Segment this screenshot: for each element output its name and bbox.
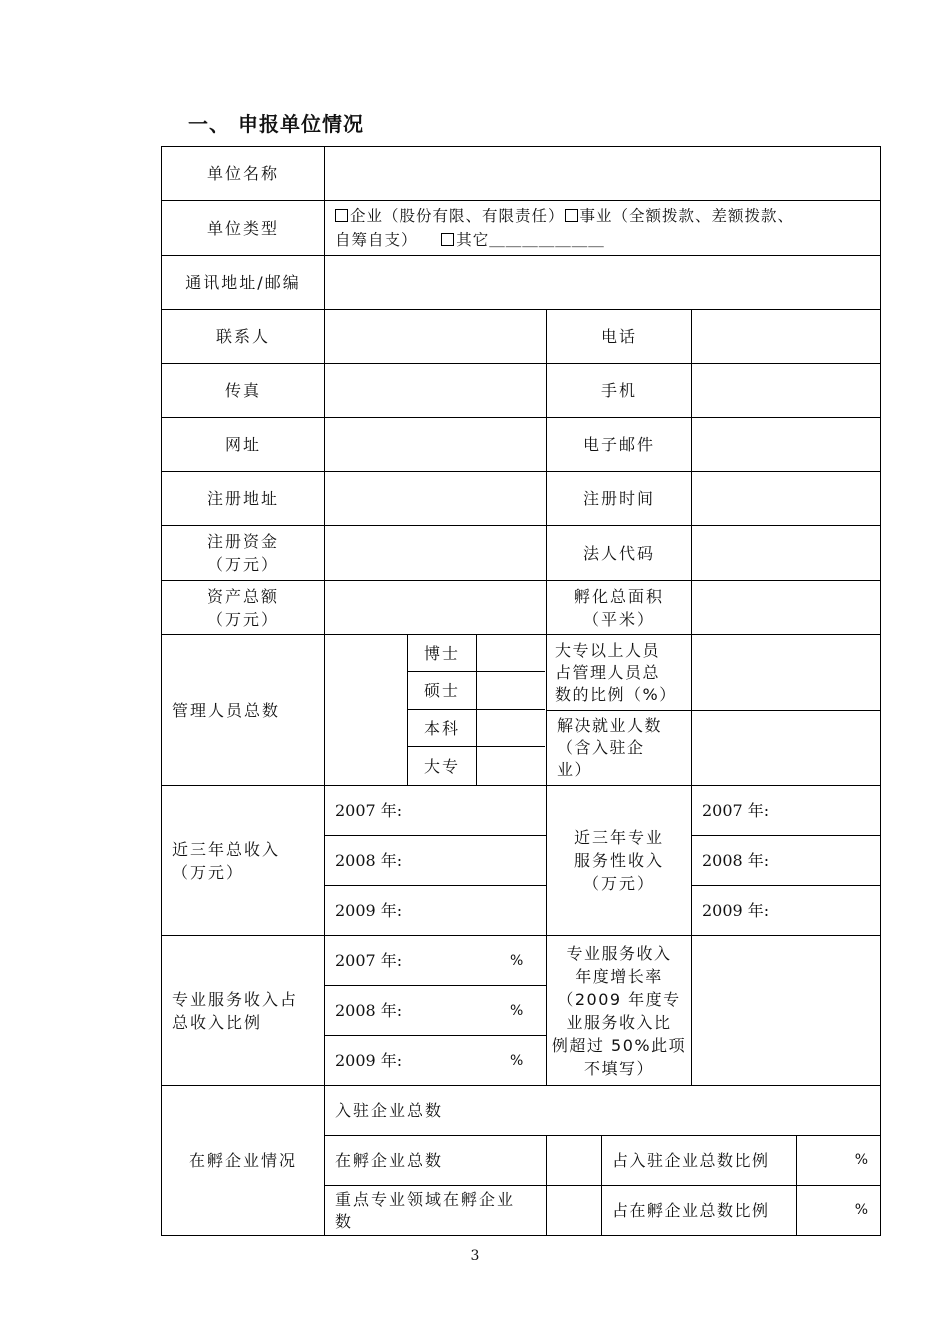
employment-line1: 解决就业人数: [557, 716, 663, 735]
label-pro-income: [547, 786, 691, 935]
label-contact: 联系人: [215, 327, 270, 346]
income-3yr-line1: 近三年总收入: [172, 839, 281, 859]
incubation-area-line2: （平米）: [582, 609, 655, 629]
incubation-area-line1: 孵化总面积: [573, 586, 664, 606]
label-college: 大专: [423, 756, 460, 776]
input-address[interactable]: [325, 256, 880, 309]
income-3yr-line2: （万元）: [172, 862, 245, 882]
input-assets[interactable]: [325, 581, 546, 634]
income-2009[interactable]: 2009 年:: [335, 901, 403, 920]
college-ratio-line2: 占管理人员总: [555, 662, 661, 682]
input-growth-rate[interactable]: [692, 936, 880, 1085]
label-address: 通讯地址/邮编: [185, 273, 301, 292]
pro-ratio-2009[interactable]: 2009 年:: [335, 1051, 403, 1070]
input-incubating-total[interactable]: [547, 1136, 601, 1185]
reg-capital-line2: （万元）: [206, 555, 279, 574]
assets-line1: 资产总额: [206, 586, 279, 606]
growth-line1: 专业服务收入: [566, 943, 672, 963]
reg-capital-line1: 注册资金: [206, 532, 279, 551]
percent-2008: %: [510, 1003, 524, 1019]
income-2007[interactable]: 2007 年:: [335, 801, 403, 820]
label-mgmt-total: 管理人员总数: [172, 700, 281, 720]
input-mgmt-total[interactable]: [325, 635, 407, 785]
input-legal-code[interactable]: [692, 526, 880, 580]
label-growth-rate: [547, 936, 691, 1085]
label-unit-name: 单位名称: [206, 164, 279, 183]
option-institution: 事业（全额拨款、差额拨款、: [579, 207, 795, 225]
label-phone: 电话: [600, 327, 637, 346]
input-website[interactable]: [325, 418, 546, 471]
pro-ratio-line2: 总收入比例: [172, 1012, 263, 1032]
input-reg-time[interactable]: [692, 472, 880, 525]
label-reg-time: 注册时间: [582, 489, 655, 508]
input-phone[interactable]: [692, 310, 880, 363]
pro-ratio-2008[interactable]: 2008 年:: [335, 1001, 403, 1020]
label-resident-total: 入驻企业总数: [335, 1101, 444, 1120]
percent-2009: %: [510, 1053, 524, 1069]
label-reg-capital: [162, 526, 324, 580]
label-ratio-resident: 占入驻企业总数比例: [612, 1151, 770, 1170]
option-other: 其它＿＿＿＿＿＿＿: [456, 231, 605, 249]
input-employment[interactable]: [692, 711, 880, 785]
input-bachelor[interactable]: [477, 710, 546, 746]
pro-ratio-2007[interactable]: 2007 年:: [335, 951, 403, 970]
assets-line2: （万元）: [206, 609, 279, 629]
input-mobile[interactable]: [692, 364, 880, 417]
label-master: 硕士: [423, 681, 460, 700]
growth-line3: （2009 年度专: [557, 989, 681, 1009]
pro-income-line3: （万元）: [582, 874, 655, 893]
label-email: 电子邮件: [582, 435, 655, 454]
label-incubation-area: [547, 581, 691, 634]
label-bachelor: 本科: [423, 718, 460, 738]
college-ratio-line3: 数的比例（%）: [555, 684, 677, 704]
option-self-funded: 自筹自支）: [335, 231, 418, 249]
growth-line2: 年度增长率: [575, 966, 663, 986]
pro-income-line2: 服务性收入: [573, 851, 664, 870]
label-incubating: 在孵企业情况: [188, 1151, 297, 1170]
input-college-ratio[interactable]: [692, 635, 880, 710]
growth-line5: 例超过 50%此项: [551, 1035, 687, 1055]
label-reg-address: 注册地址: [206, 489, 279, 508]
label-incubating-total: 在孵企业总数: [335, 1151, 444, 1170]
label-legal-code: 法人代码: [582, 543, 655, 563]
input-unit-name[interactable]: [325, 147, 880, 200]
label-phd: 博士: [423, 643, 460, 663]
label-income-3yr: [162, 786, 324, 935]
input-reg-capital[interactable]: [325, 526, 546, 580]
label-key-field: [325, 1186, 546, 1235]
income-2008[interactable]: 2008 年:: [335, 851, 403, 870]
key-field-line2: 数: [335, 1211, 354, 1231]
input-ratio-incubating[interactable]: %: [854, 1202, 870, 1218]
label-fax: 传真: [224, 381, 261, 400]
checkbox-other[interactable]: [441, 233, 454, 246]
input-contact[interactable]: [325, 310, 546, 363]
percent-2007: %: [510, 953, 524, 969]
pro-ratio-line1: 专业服务收入占: [172, 989, 299, 1009]
label-ratio-incubating: 占在孵企业总数比例: [612, 1201, 770, 1220]
unit-type-options: [325, 201, 880, 255]
label-employment: [547, 711, 691, 785]
input-resident-total[interactable]: [547, 1086, 880, 1135]
section-heading: 一、 申报单位情况: [188, 112, 364, 136]
checkbox-institution[interactable]: [565, 209, 578, 222]
option-enterprise: 企业（股份有限、有限责任）: [350, 207, 565, 225]
checkbox-enterprise[interactable]: [335, 209, 348, 222]
input-incubation-area[interactable]: [692, 581, 880, 634]
input-ratio-resident[interactable]: %: [854, 1152, 870, 1168]
pro-income-2009[interactable]: 2009 年:: [702, 901, 770, 920]
page-number: 3: [470, 1248, 480, 1264]
growth-line4: 业服务收入比: [566, 1012, 672, 1032]
input-reg-address[interactable]: [325, 472, 546, 525]
input-fax[interactable]: [325, 364, 546, 417]
pro-income-2008[interactable]: 2008 年:: [702, 851, 770, 870]
college-ratio-line1: 大专以上人员: [555, 640, 661, 660]
input-master[interactable]: [477, 672, 546, 709]
employment-line2: （含入驻企: [557, 738, 645, 757]
label-pro-ratio: [162, 936, 324, 1085]
label-mobile: 手机: [600, 381, 637, 400]
input-college[interactable]: [477, 747, 546, 785]
input-email[interactable]: [692, 418, 880, 471]
key-field-line1: 重点专业领域在孵企业: [335, 1189, 516, 1209]
label-unit-type: 单位类型: [206, 218, 279, 238]
label-college-ratio: [547, 635, 691, 710]
pro-income-2007[interactable]: 2007 年:: [702, 801, 770, 820]
input-key-field[interactable]: [547, 1186, 601, 1235]
pro-income-line1: 近三年专业: [573, 828, 664, 847]
input-phd[interactable]: [477, 635, 546, 671]
employment-line3: 业）: [557, 760, 593, 779]
label-assets: [162, 581, 324, 634]
label-website: 网址: [224, 435, 261, 454]
growth-line6: 不填写）: [583, 1058, 654, 1078]
